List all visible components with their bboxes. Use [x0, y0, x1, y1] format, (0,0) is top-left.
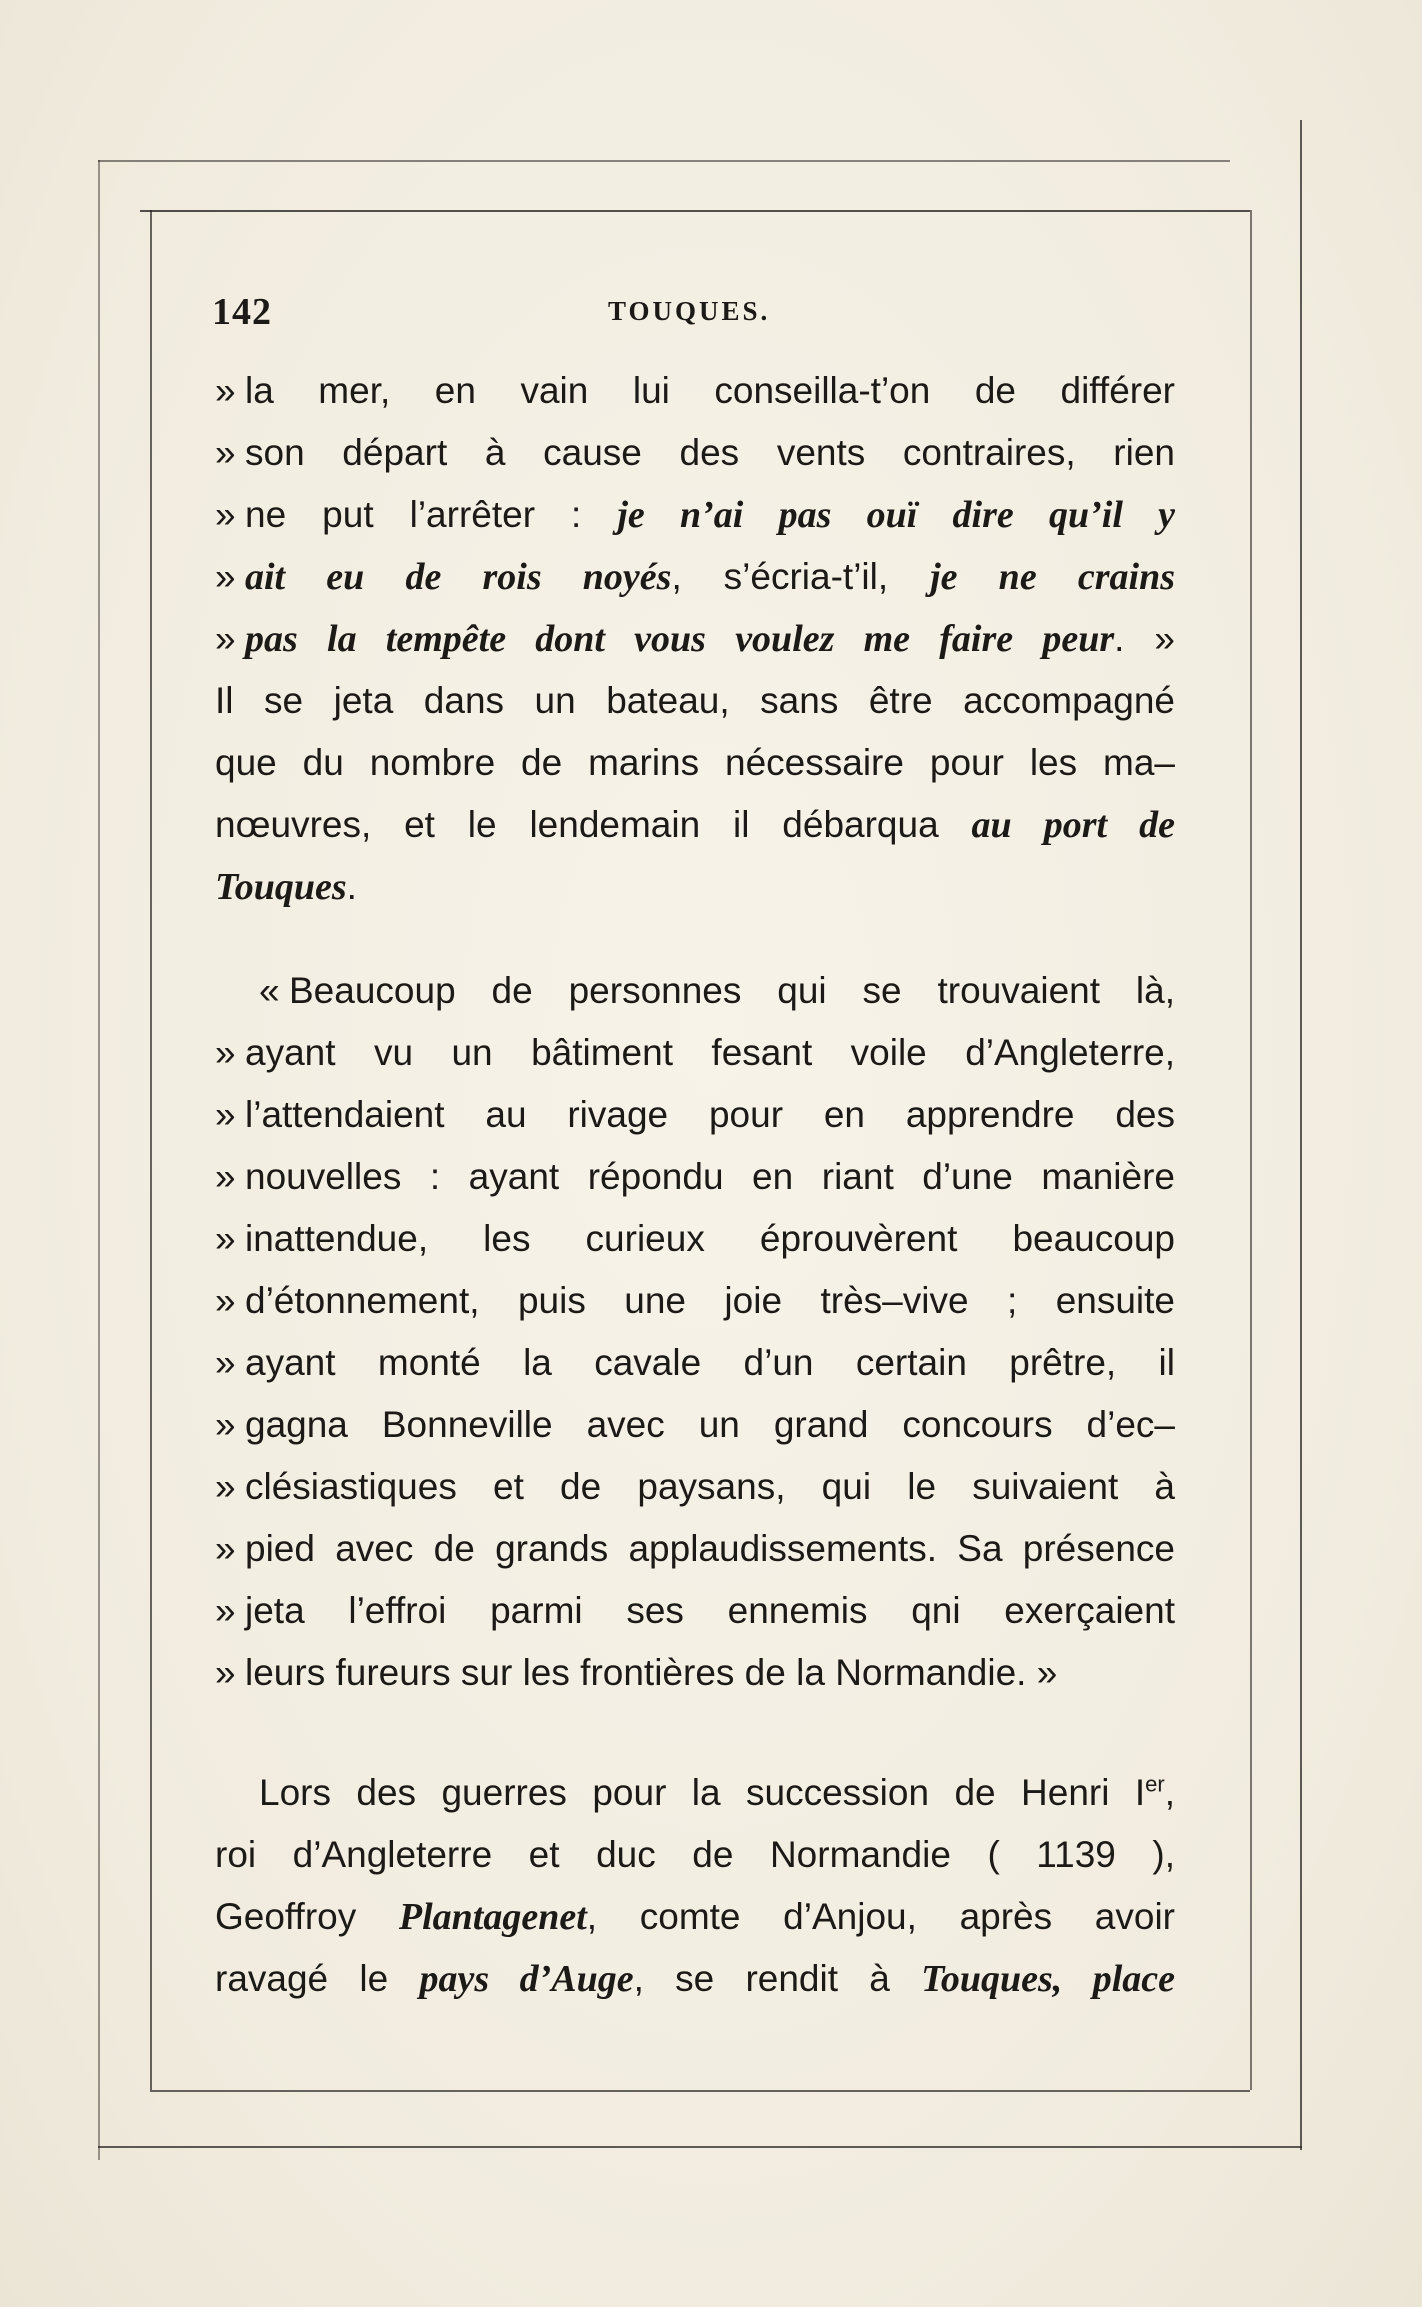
text-segment: nœuvres, et le lendemain il débarqua [215, 804, 972, 845]
italic-segment: Touques [215, 866, 347, 908]
italic-segment: Plantagenet [398, 1896, 587, 1938]
text-segment: Geoffroy [215, 1896, 399, 1937]
text-segment: ne put l’arrêter : [245, 494, 618, 535]
text-segment: . [346, 866, 357, 907]
italic-segment: je ne crains [930, 556, 1175, 598]
text-line [215, 1270, 1175, 1332]
page-header [212, 290, 1172, 340]
frame-rule-left-outer [98, 160, 100, 2160]
quote-mark: « [259, 970, 280, 1011]
text-line [215, 484, 1175, 546]
text-line [215, 1948, 1175, 2010]
text-line [215, 1886, 1175, 1948]
text-segment: ravagé le [215, 1958, 420, 1999]
frame-rule-bottom-inner [150, 2090, 1250, 2092]
quote-mark: » [215, 1094, 236, 1135]
quote-mark: » [215, 1590, 236, 1631]
text-line [215, 1084, 1175, 1146]
frame-rule-right-outer [1300, 120, 1302, 2150]
page-number: 142 [212, 291, 272, 333]
text-line [215, 1518, 1175, 1580]
text-segment: l’attendaient au rivage pour en apprendre des [245, 1094, 1175, 1135]
text-segment: , se rendit à [633, 1958, 922, 1999]
frame-rule-right-inner [1250, 210, 1252, 2090]
text-line [215, 794, 1175, 856]
quote-mark: » [215, 1404, 236, 1445]
italic-segment: ait eu de rois noyés [245, 556, 672, 598]
text-segment: nouvelles : ayant répondu en riant d’une manière [245, 1156, 1175, 1197]
text-line [215, 422, 1175, 484]
quote-mark: » [215, 432, 236, 473]
text-segment: leurs fureurs sur les frontières de la Normandie. » [245, 1652, 1058, 1693]
text-segment: , [1164, 1772, 1175, 1813]
text-line [215, 546, 1175, 608]
italic-segment: au port de [971, 804, 1175, 846]
italic-segment: pas la tempête dont vous voulez me faire peur [245, 618, 1115, 660]
text-segment: la mer, en vain lui conseilla-t’on de différer [245, 370, 1175, 411]
text-segment: . » [1114, 618, 1175, 659]
text-line [215, 1022, 1175, 1084]
text-segment: d’étonnement, puis une joie très–vive ; ensuite [245, 1280, 1175, 1321]
text-segment: pied avec de grands applaudissements. Sa présence [245, 1528, 1175, 1569]
italic-segment: pays d’Auge [419, 1958, 634, 2000]
text-line [215, 670, 1175, 732]
paragraph-2-quotation [215, 960, 1175, 1704]
quote-mark: » [215, 1032, 236, 1073]
quote-mark: » [215, 1466, 236, 1507]
text-segment: inattendue, les curieux éprouvèrent beaucoup [245, 1218, 1175, 1259]
quote-mark: » [215, 1652, 236, 1693]
text-segment: Lors des guerres pour la succession de Henri I [259, 1772, 1146, 1813]
text-line [215, 360, 1175, 422]
quote-mark: » [215, 556, 236, 597]
frame-rule-bottom-outer [98, 2146, 1302, 2148]
text-line [215, 1394, 1175, 1456]
frame-rule-top-inner [140, 210, 1250, 212]
running-title: TOUQUES. [608, 296, 771, 326]
text-segment: , comte d’Anjou, après avoir [586, 1896, 1175, 1937]
text-line [215, 1580, 1175, 1642]
text-segment: gagna Bonneville avec un grand concours d’ec– [245, 1404, 1175, 1445]
text-segment: ayant monté la cavale d’un certain prêtre, il [245, 1342, 1175, 1383]
quote-mark: » [215, 618, 236, 659]
text-segment: , s’écria-t’il, [671, 556, 931, 597]
text-line [215, 1762, 1175, 1824]
text-segment: ayant vu un bâtiment fesant voile d’Angleterre, [245, 1032, 1175, 1073]
quote-mark: » [215, 494, 236, 535]
text-line [215, 1146, 1175, 1208]
text-line [215, 732, 1175, 794]
superscript: er [1145, 1771, 1165, 1797]
text-line [215, 608, 1175, 670]
text-segment: jeta l’effroi parmi ses ennemis qni exerçaient [245, 1590, 1175, 1631]
text-segment: que du nombre de marins nécessaire pour les ma– [215, 742, 1175, 783]
text-segment: Il se jeta dans un bateau, sans être accompagné [215, 680, 1175, 721]
quote-mark: » [215, 1156, 236, 1197]
text-line [215, 1332, 1175, 1394]
text-line [215, 1642, 1175, 1704]
quote-mark: » [215, 370, 236, 411]
paragraph-1 [215, 360, 1175, 918]
text-line [215, 960, 1175, 1022]
quote-mark: » [215, 1528, 236, 1569]
text-line [215, 1824, 1175, 1886]
paragraph-3 [215, 1762, 1175, 2010]
text-segment: roi d’Angleterre et duc de Normandie ( 1139 ), [215, 1834, 1175, 1875]
text-segment: clésiastiques et de paysans, qui le suivaient à [245, 1466, 1175, 1507]
quote-mark: » [215, 1342, 236, 1383]
text-segment: son départ à cause des vents contraires, rien [245, 432, 1175, 473]
quote-mark: » [215, 1218, 236, 1259]
frame-rule-top-outer [98, 160, 1230, 162]
text-line [215, 1456, 1175, 1518]
text-line [215, 856, 1175, 918]
quote-mark: » [215, 1280, 236, 1321]
italic-segment: Touques, place [921, 1958, 1176, 2000]
text-line [215, 1208, 1175, 1270]
italic-segment: je n’ai pas ouï dire qu’il y [617, 494, 1176, 536]
frame-rule-left-inner [150, 210, 152, 2090]
text-segment: Beaucoup de personnes qui se trouvaient là, [289, 970, 1175, 1011]
